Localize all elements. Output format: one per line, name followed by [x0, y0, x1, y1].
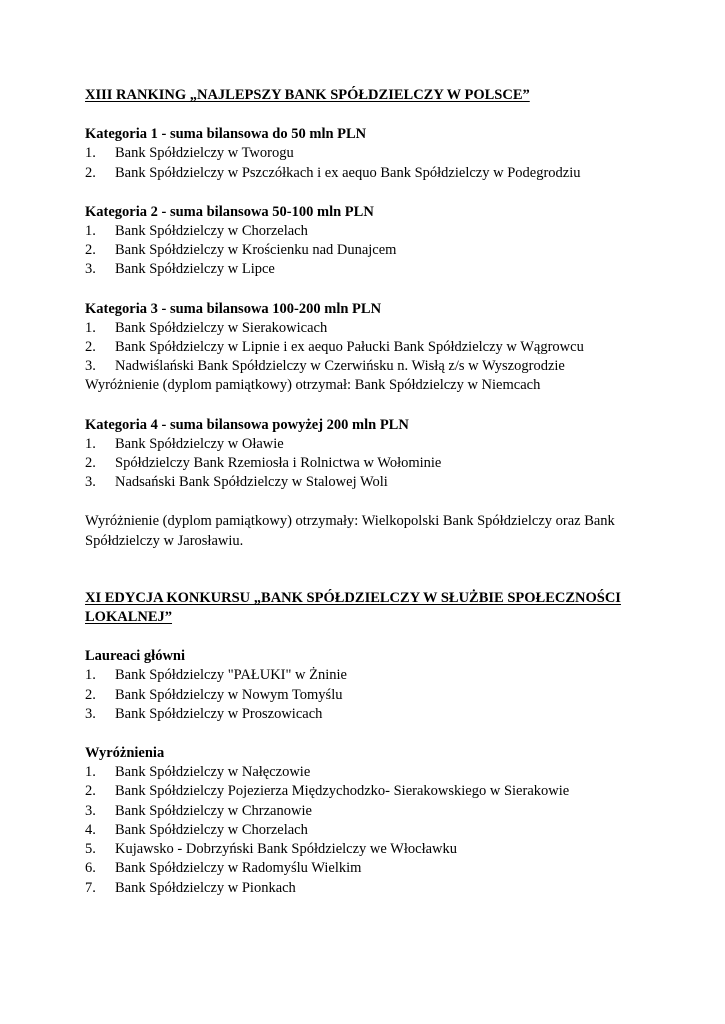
item-number: 2. — [85, 686, 96, 703]
list-item — [85, 454, 645, 473]
list-item — [85, 782, 645, 801]
item-text: Kujawsko - Dobrzyński Bank Spółdzielczy we Włocławku — [115, 841, 458, 858]
item-number: 3. — [85, 802, 96, 819]
category-title: Kategoria 2 - suma bilansowa 50-100 mln PLN — [85, 203, 374, 220]
item-number: 1. — [85, 223, 96, 240]
item-number: 7. — [85, 879, 96, 896]
list-item — [85, 686, 645, 705]
laureates-title: Laureaci główni — [85, 648, 186, 665]
item-text: Bank Spółdzielczy Pojezierza Międzychodzko- Sierakowskiego w Sierakowie — [115, 783, 570, 800]
list-item — [85, 241, 645, 260]
category-list — [85, 319, 645, 377]
list-item — [85, 338, 645, 357]
item-text: Bank Spółdzielczy w Proszowicach — [115, 705, 323, 722]
item-text: Bank Spółdzielczy w Krościenku nad Dunajcem — [115, 242, 397, 259]
list-item — [85, 666, 645, 685]
item-number: 1. — [85, 667, 96, 684]
item-number: 1. — [85, 319, 96, 336]
list-item — [85, 705, 645, 724]
item-text: Nadwiślański Bank Spółdzielczy w Czerwińsku n. Wisłą z/s w Wyszogrodzie — [115, 358, 565, 375]
list-item — [85, 821, 645, 840]
category-title: Kategoria 4 - suma bilansowa powyżej 200 mln PLN — [85, 416, 409, 433]
item-number: 4. — [85, 821, 96, 838]
list-item — [85, 357, 645, 376]
category-list — [85, 222, 645, 280]
ranking-final-note: Wyróżnienie (dyplom pamiątkowy) otrzymały: Wielkopolski Bank Spółdzielczy oraz Bank Spółdzielczy w Jarosławiu. — [85, 513, 615, 549]
item-text: Bank Spółdzielczy w Lipnie i ex aequo Pałucki Bank Spółdzielczy w Wągrowcu — [115, 339, 584, 356]
item-number: 3. — [85, 474, 96, 491]
item-text: Bank Spółdzielczy w Nowym Tomyślu — [115, 686, 343, 703]
list-item — [85, 164, 645, 183]
category-3 — [85, 300, 645, 396]
item-text: Bank Spółdzielczy w Pionkach — [115, 879, 296, 896]
category-2 — [85, 203, 645, 280]
list-item — [85, 802, 645, 821]
item-number: 2. — [85, 455, 96, 472]
list-item — [85, 763, 645, 782]
list-item — [85, 859, 645, 878]
item-number: 2. — [85, 164, 96, 181]
item-text: Bank Spółdzielczy w Chorzelach — [115, 223, 308, 240]
item-text: Bank Spółdzielczy w Oławie — [115, 435, 284, 452]
list-item — [85, 144, 645, 163]
item-text: Nadsański Bank Spółdzielczy w Stalowej Woli — [115, 474, 388, 491]
list-item — [85, 222, 645, 241]
list-item — [85, 319, 645, 338]
item-text: Spółdzielczy Bank Rzemiosła i Rolnictwa w Wołominie — [115, 455, 442, 472]
category-list — [85, 435, 645, 493]
item-text: Bank Spółdzielczy w Sierakowicach — [115, 319, 328, 336]
item-number: 1. — [85, 145, 96, 162]
item-number: 3. — [85, 261, 96, 278]
category-note: Wyróżnienie (dyplom pamiątkowy) otrzymał: Bank Spółdzielczy w Niemcach — [85, 377, 541, 394]
item-number: 2. — [85, 339, 96, 356]
item-number: 2. — [85, 783, 96, 800]
category-1 — [85, 125, 645, 183]
list-item — [85, 879, 645, 898]
item-text: Bank Spółdzielczy w Chrzanowie — [115, 802, 312, 819]
item-number: 3. — [85, 358, 96, 375]
item-text: Bank Spółdzielczy "PAŁUKI" w Żninie — [115, 667, 347, 684]
category-4 — [85, 416, 645, 493]
item-text: Bank Spółdzielczy w Chorzelach — [115, 821, 308, 838]
item-text: Bank Spółdzielczy w Tworogu — [115, 145, 294, 162]
item-number: 5. — [85, 841, 96, 858]
laureates-section — [85, 647, 645, 724]
item-number: 1. — [85, 435, 96, 452]
distinctions-title: Wyróżnienia — [85, 745, 165, 762]
category-title: Kategoria 1 - suma bilansowa do 50 mln PLN — [85, 126, 367, 143]
item-number: 3. — [85, 705, 96, 722]
list-item — [85, 435, 645, 454]
item-number: 2. — [85, 242, 96, 259]
document-page — [85, 86, 645, 898]
contest-title-line-1: XI EDYCJA KONKURSU „BANK SPÓŁDZIELCZY W SŁUŻBIE SPOŁECZNOŚCI — [85, 589, 621, 606]
item-number: 1. — [85, 764, 96, 781]
distinctions-list — [85, 763, 645, 897]
item-number: 6. — [85, 860, 96, 877]
distinctions-section — [85, 744, 645, 898]
item-text: Bank Spółdzielczy w Pszczółkach i ex aequo Bank Spółdzielczy w Podegrodziu — [115, 164, 581, 181]
list-item — [85, 473, 645, 492]
item-text: Bank Spółdzielczy w Radomyślu Wielkim — [115, 860, 362, 877]
ranking-title: XIII RANKING „NAJLEPSZY BANK SPÓŁDZIELCZY W POLSCE” — [85, 87, 530, 103]
item-text: Bank Spółdzielczy w Lipce — [115, 261, 275, 278]
laureates-list — [85, 666, 645, 724]
category-title: Kategoria 3 - suma bilansowa 100-200 mln PLN — [85, 300, 382, 317]
category-list — [85, 144, 645, 182]
list-item — [85, 840, 645, 859]
list-item — [85, 260, 645, 279]
item-text: Bank Spółdzielczy w Nałęczowie — [115, 764, 311, 781]
contest-title-line-2: LOKALNEJ” — [85, 609, 173, 626]
